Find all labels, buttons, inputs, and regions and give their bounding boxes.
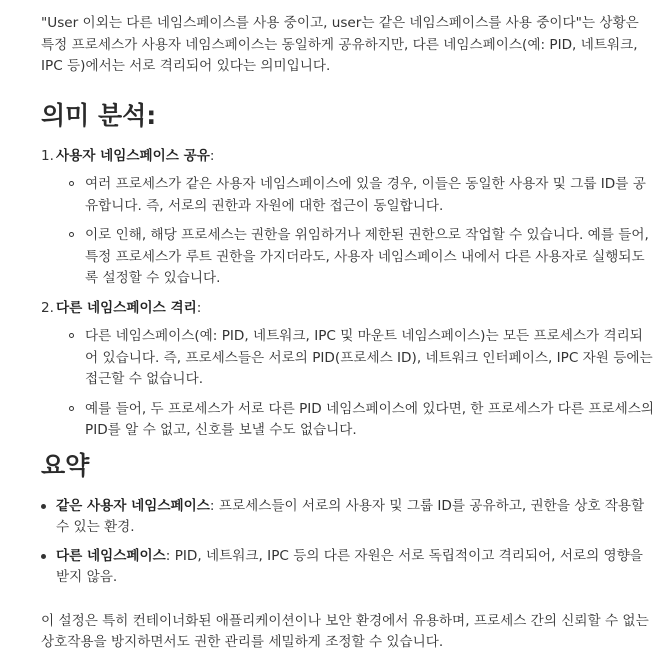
analysis-heading: 의미 분석: [41, 100, 157, 130]
analysis-item-other-ns-isolation [41, 298, 655, 442]
sub-list-item [56, 326, 655, 391]
summary-item-text: : PID, 네트워크, IPC 등의 다른 자원은 서로 독립적이고 격리되어, 서로의 영향을 받지 않음. [56, 547, 643, 585]
bullet-icon [41, 554, 46, 559]
hollow-bullet-icon [69, 406, 74, 411]
sub-item-text: 이로 인해, 해당 프로세스는 권한을 위임하거나 제한된 권한으로 작업할 수 있습니다. 예를 들어, 특정 프로세스가 루트 권한을 가지더라도, 사용자 네임스페이스 내에서 다른 사용자로 실행되도록 설정할 수 있습니다. [85, 227, 649, 286]
summary-heading: 요약 [41, 450, 90, 480]
summary-item [41, 496, 655, 539]
sub-item-text: 여러 프로세스가 같은 사용자 네임스페이스에 있을 경우, 이들은 동일한 사용자 및 그룹 ID를 공유합니다. 즉, 서로의 권한과 자원에 대한 접근이 동일합니다. [85, 176, 646, 214]
analysis-list [41, 146, 655, 442]
intro-paragraph: "User 이외는 다른 네임스페이스를 사용 중이고, user는 같은 네임스페이스를 사용 중이다"는 상황은 특정 프로세스가 사용자 네임스페이스는 동일하게 공유하지만, 다른 네임스페이스(예: PID, 네트워크, IPC 등)에서는 서로 격리되어 있다는 의미입니다. [41, 15, 639, 74]
summary-item-text: : 프로세스들이 서로의 사용자 및 그룹 ID를 공유하고, 권한을 상호 작용할 수 있는 환경. [56, 497, 645, 535]
item-title: 사용자 네임스페이스 공유 [56, 147, 210, 164]
sub-list [56, 326, 655, 442]
list-number: 1. [41, 147, 54, 164]
item-colon: : [209, 147, 215, 164]
summary-item [41, 546, 655, 589]
item-colon: : [196, 299, 202, 316]
sub-list [56, 174, 655, 290]
sub-list-item [56, 399, 655, 442]
sub-item-text: 예를 들어, 두 프로세스가 서로 다른 PID 네임스페이스에 있다면, 한 프로세스가 다른 프로세스의 PID를 알 수 없고, 신호를 보낼 수도 없습니다. [85, 400, 655, 438]
hollow-bullet-icon [69, 333, 74, 338]
sub-list-item [56, 225, 655, 290]
summary-list [41, 496, 655, 589]
analysis-item-shared-user-ns [41, 146, 655, 290]
sub-list-item [56, 174, 655, 217]
list-number: 2. [41, 299, 54, 316]
hollow-bullet-icon [69, 232, 74, 237]
document-body [41, 0, 655, 654]
outro-paragraph: 이 설정은 특히 컨테이너화된 애플리케이션이나 보안 환경에서 유용하며, 프로세스 간의 신뢰할 수 없는 상호작용을 방지하면서도 권한 관리를 세밀하게 조정할 수 있습니다. [41, 612, 649, 650]
sub-item-text: 다른 네임스페이스(예: PID, 네트워크, IPC 및 마운트 네임스페이스)는 모든 프로세스가 격리되어 있습니다. 즉, 프로세스들은 서로의 PID(프로세스 ID), 네트워크 인터페이스, IPC 자원 등에는 접근할 수 없습니다. [85, 328, 653, 387]
summary-item-title: 다른 네임스페이스 [56, 547, 166, 564]
item-title: 다른 네임스페이스 격리 [56, 299, 197, 316]
bullet-icon [41, 504, 46, 509]
hollow-bullet-icon [69, 181, 74, 186]
summary-item-title: 같은 사용자 네임스페이스 [56, 497, 210, 514]
